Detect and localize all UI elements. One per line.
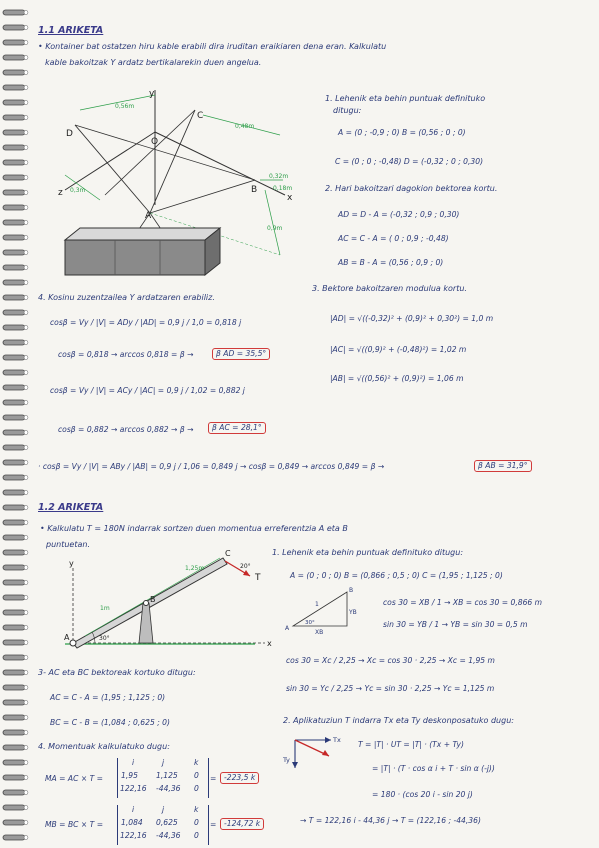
label-ty: Ty: [283, 756, 290, 764]
sin30-b: sin 30 = YB / 1 → YB = sin 30 = 0,5 m: [383, 620, 528, 629]
angle-label-20: 20°: [240, 563, 251, 570]
binding-hole: [24, 491, 28, 495]
label-t: T: [255, 573, 261, 583]
binding-hole: [24, 266, 28, 270]
spiral-coil: [3, 790, 25, 795]
spiral-coil: [3, 445, 25, 450]
matrix-cell: 0: [194, 784, 199, 793]
tri-label-hyp: 1: [315, 601, 319, 608]
ma-matrix: [117, 758, 209, 798]
binding-hole: [24, 146, 28, 150]
binding-hole: [24, 446, 28, 450]
binding-hole: [24, 296, 28, 300]
t-line4: → T = 122,16 i - 44,36 j → T = (122,16 ; -44,36): [300, 816, 481, 825]
binding-hole: [24, 131, 28, 135]
binding-hole: [24, 461, 28, 465]
dim-label: 0,9m: [267, 225, 283, 232]
step2-title: 2. Hari bakoitzari dagokion bektorea kortu.: [325, 184, 498, 193]
modulus-ac: |AC| = √((0,9)² + (-0,48)²) = 1,02 m: [330, 345, 467, 354]
label-x: x: [267, 639, 272, 648]
binding-hole: [24, 41, 28, 45]
tri-label-angle: 30°: [305, 620, 315, 626]
binding-hole: [24, 506, 28, 510]
tri-label-yb: YB: [349, 609, 357, 616]
spiral-coil: [3, 355, 25, 360]
boom-diagram: [55, 548, 275, 658]
s2-vector-bc: BC = C - B = (1,084 ; 0,625 ; 0): [50, 718, 170, 727]
ma-label: MA = AC × T =: [45, 774, 104, 783]
label-b: B: [150, 595, 156, 604]
section2-intro-line2: puntuetan.: [46, 540, 90, 549]
binding-hole: [24, 641, 28, 645]
spiral-coil: [3, 490, 25, 495]
cx-line: [105, 110, 195, 195]
binding-hole: [24, 176, 28, 180]
binding-hole: [24, 686, 28, 690]
matrix-cell: j: [162, 805, 165, 814]
spiral-coil: [3, 595, 25, 600]
label-c: C: [225, 549, 231, 558]
s2-step4-title: 4. Momentuak kalkulatuko dugu:: [38, 742, 170, 751]
binding-hole: [24, 776, 28, 780]
cos30-c: cos 30 = Xc / 2,25 → Xc = cos 30 · 2,25 → Xc = 1,95 m: [286, 656, 495, 665]
section1-title: 1.1 ARIKETA: [38, 25, 104, 36]
force-decomposition-diagram: [283, 732, 345, 776]
s2-points: A = (0 ; 0 ; 0) B = (0,866 ; 0,5 ; 0) C = (1,95 ; 1,125 ; 0): [290, 571, 503, 580]
label-x: x: [287, 193, 293, 203]
binding-hole: [24, 416, 28, 420]
binding-hole: [24, 371, 28, 375]
binding-hole: [24, 161, 28, 165]
cos-ac: cosβ = Vy / |V| = ACy / |AC| = 0,9 j / 1,02 = 0,882 j: [50, 386, 245, 395]
binding-hole: [24, 821, 28, 825]
spiral-coil: [3, 385, 25, 390]
binding-hole: [24, 566, 28, 570]
binding-hole: [24, 581, 28, 585]
spiral-coil: [3, 670, 25, 675]
spiral-coil: [3, 175, 25, 180]
binding-hole: [24, 476, 28, 480]
dim-label: 0,18m: [273, 185, 293, 192]
spiral-coil: [3, 760, 25, 765]
dim-label: 0,32m: [269, 173, 289, 180]
matrix-cell: 1,95: [121, 771, 138, 780]
binding-hole: [24, 236, 28, 240]
label-o: O: [151, 137, 159, 147]
step1-title: 1. Lehenik eta behin puntuak definituko: [325, 94, 486, 103]
matrix-cell: 0,625: [156, 818, 178, 827]
spiral-coil: [3, 235, 25, 240]
binding-hole: [24, 116, 28, 120]
length-label-2: 1,25m: [185, 565, 205, 572]
pin-a: [70, 640, 76, 646]
matrix-cell: k: [194, 805, 199, 814]
cable-ad: [75, 125, 150, 213]
step3-title: 3. Bektore bakoitzaren modulua kortu.: [312, 284, 467, 293]
spiral-coil: [3, 280, 25, 285]
spiral-coil: [3, 250, 25, 255]
beta-ab-result: β AB = 31,9°: [474, 460, 532, 472]
modulus-ad: |AD| = √((-0,32)² + (0,9)² + 0,30²) = 1,0 m: [330, 314, 494, 323]
s2-step3-title: 3- AC eta BC bektoreak kortuko ditugu:: [38, 668, 196, 677]
binding-hole: [24, 746, 28, 750]
spiral-coil: [3, 715, 25, 720]
matrix-cell: 1,125: [156, 771, 178, 780]
mb-matrix: [117, 805, 209, 845]
spiral-coil: [3, 325, 25, 330]
triangle-diagram: [285, 586, 365, 636]
matrix-cell: 0: [194, 771, 199, 780]
spiral-coil: [3, 610, 25, 615]
binding-hole: [24, 806, 28, 810]
t-line3: = 180 · (cos 20 i - sin 20 j): [372, 790, 473, 799]
section1-intro-line1: • Kontainer bat ostatzen hiru kable erabili dira iruditan eraikiaren dena eran. Kalkulatu: [38, 42, 387, 51]
ma-result: -223,5 k: [220, 772, 259, 784]
binding-hole: [24, 386, 28, 390]
tri-label-b: B: [349, 587, 354, 594]
binding-hole: [24, 11, 28, 15]
binding-hole: [24, 626, 28, 630]
cos-ad: cosβ = Vy / |V| = ADy / |AD| = 0,9 j / 1,0 = 0,818 j: [50, 318, 242, 327]
dim-line-3: [265, 190, 280, 255]
spiral-coil: [3, 400, 25, 405]
binding-hole: [24, 611, 28, 615]
section1-intro-line2: kable bakoitzak Y ardatz bertikalarekin duen angelua.: [45, 58, 262, 67]
dz-line: [75, 125, 255, 180]
spiral-coil: [3, 745, 25, 750]
matrix-cell: 122,16: [120, 831, 147, 840]
spiral-coil: [3, 85, 25, 90]
spiral-coil: [3, 820, 25, 825]
binding-hole: [24, 596, 28, 600]
binding-hole: [24, 71, 28, 75]
matrix-cell: -44,36: [156, 831, 181, 840]
spiral-coil: [3, 205, 25, 210]
t-line1: T = |T| · UT = |T| · (Tx + Ty): [358, 740, 464, 749]
beta-ac-result: β AC = 28,1°: [208, 422, 266, 434]
matrix-cell: 122,16: [120, 784, 147, 793]
binding-hole: [24, 56, 28, 60]
spiral-coil: [3, 70, 25, 75]
angle-label-30: 30°: [99, 635, 110, 642]
matrix-cell: -44,36: [156, 784, 181, 793]
spiral-coil: [3, 550, 25, 555]
section2-title: 1.2 ARIKETA: [38, 502, 104, 513]
spiral-coil: [3, 835, 25, 840]
binding-hole: [24, 656, 28, 660]
spiral-coil: [3, 730, 25, 735]
spiral-coil: [3, 295, 25, 300]
label-d: D: [66, 129, 73, 139]
spiral-coil: [3, 55, 25, 60]
dim-label: 0,3m: [70, 187, 86, 194]
spiral-coil: [3, 370, 25, 375]
label-y: y: [149, 89, 155, 99]
matrix-cell: 0: [194, 818, 199, 827]
spiral-coil: [3, 340, 25, 345]
binding-hole: [24, 326, 28, 330]
points-line2: C = (0 ; 0 ; -0,48) D = (-0,32 ; 0 ; 0,30): [335, 157, 484, 166]
dim-label: 0,56m: [115, 103, 135, 110]
spiral-coil: [3, 40, 25, 45]
spiral-coil: [3, 430, 25, 435]
spiral-coil: [3, 115, 25, 120]
spiral-coil: [3, 265, 25, 270]
label-b: B: [251, 185, 258, 195]
binding-hole: [24, 731, 28, 735]
spiral-coil: [3, 460, 25, 465]
spiral-coil: [3, 10, 25, 15]
spiral-coil: [3, 310, 25, 315]
matrix-cell: 0: [194, 831, 199, 840]
cos30-b: cos 30 = XB / 1 → XB = cos 30 = 0,866 m: [383, 598, 543, 607]
binding-hole: [24, 191, 28, 195]
binding-hole: [24, 206, 28, 210]
spiral-coil: [3, 505, 25, 510]
binding-hole: [24, 101, 28, 105]
label-c: C: [197, 111, 204, 121]
matrix-cell: i: [132, 805, 135, 814]
spiral-coil: [3, 580, 25, 585]
tri-label-xb: XB: [315, 629, 324, 636]
spiral-binding: [0, 0, 32, 848]
spiral-coil: [3, 220, 25, 225]
binding-hole: [24, 86, 28, 90]
x-axis: [155, 132, 285, 195]
binding-hole: [24, 836, 28, 840]
binding-hole: [24, 761, 28, 765]
mb-equals: =: [210, 820, 217, 829]
s2-vector-ac: AC = C - A = (1,95 ; 1,125 ; 0): [50, 693, 166, 702]
binding-hole: [24, 221, 28, 225]
label-tx: Tx: [333, 736, 341, 744]
binding-hole: [24, 701, 28, 705]
cable-ac: [150, 110, 195, 213]
sin30-c: sin 30 = Yc / 2,25 → Yc = sin 30 · 2,25 → Yc = 1,125 m: [286, 684, 495, 693]
binding-hole: [24, 521, 28, 525]
matrix-cell: i: [132, 758, 135, 767]
cos-ab-line: · cosβ = Vy / |V| = ABy / |AB| = 0,9 j / 1,06 = 0,849 j → cosβ = 0,849 → arccos 0,849 = β →: [38, 462, 385, 471]
spiral-coil: [3, 640, 25, 645]
binding-hole: [24, 671, 28, 675]
cos-ac-result: cosβ = 0,882 → arccos 0,882 → β →: [58, 425, 194, 434]
cable-ab: [150, 180, 258, 213]
binding-hole: [24, 356, 28, 360]
binding-hole: [24, 341, 28, 345]
matrix-cell: 1,084: [121, 818, 143, 827]
length-label-1: 1m: [100, 605, 110, 612]
spiral-coil: [3, 475, 25, 480]
vector-ab: AB = B - A = (0,56 ; 0,9 ; 0): [338, 258, 444, 267]
spiral-coil: [3, 160, 25, 165]
binding-hole: [24, 791, 28, 795]
spiral-coil: [3, 565, 25, 570]
ma-equals: =: [210, 774, 217, 783]
spiral-coil: [3, 145, 25, 150]
spiral-coil: [3, 520, 25, 525]
spiral-coil: [3, 415, 25, 420]
spiral-coil: [3, 655, 25, 660]
vector-ad: AD = D - A = (-0,32 ; 0,9 ; 0,30): [338, 210, 460, 219]
spiral-coil: [3, 625, 25, 630]
mb-result: -124,72 k: [220, 818, 264, 830]
s2-step1-title: 1. Lehenik eta behin puntuak definituko ditugu:: [272, 548, 464, 557]
binding-hole: [24, 716, 28, 720]
t-line2: = |T| · (T · cos α i + T · sin α (-j)): [372, 764, 495, 773]
container-box: [65, 228, 220, 275]
spiral-coil: [3, 775, 25, 780]
label-y: y: [69, 559, 74, 568]
matrix-cell: k: [194, 758, 199, 767]
binding-hole: [24, 536, 28, 540]
spiral-coil: [3, 130, 25, 135]
s2-step2-title: 2. Aplikatuziun T indarra Tx eta Ty deskonposatuko dugu:: [283, 716, 514, 725]
label-a: A: [64, 633, 70, 642]
label-a: A: [145, 211, 152, 221]
spiral-coil: [3, 190, 25, 195]
modulus-ab: |AB| = √((0,56)² + (0,9)²) = 1,06 m: [330, 374, 464, 383]
points-line1: A = (0 ; -0,9 ; 0) B = (0,56 ; 0 ; 0): [338, 128, 466, 137]
mb-label: MB = BC × T =: [45, 820, 104, 829]
container-diagram: [55, 80, 305, 280]
vector-ac: AC = C - A = ( 0 ; 0,9 ; -0,48): [338, 234, 449, 243]
step1-title-cont: ditugu:: [333, 106, 362, 115]
binding-hole: [24, 431, 28, 435]
section2-intro-line1: • Kalkulatu T = 180N indarrak sortzen duen momentua erreferentzia A eta B: [40, 524, 348, 533]
spiral-coil: [3, 535, 25, 540]
spiral-coil: [3, 700, 25, 705]
dim-label: 0,48m: [235, 123, 255, 130]
cos-ad-result: cosβ = 0,818 → arccos 0,818 = β →: [58, 350, 194, 359]
tri-label-a: A: [285, 625, 290, 632]
step4-title: 4. Kosinu zuzentzailea Y ardatzaren erabiliz.: [38, 293, 215, 302]
label-z: z: [58, 188, 63, 198]
spiral-coil: [3, 100, 25, 105]
pin-b: [144, 601, 149, 606]
binding-hole: [24, 26, 28, 30]
spiral-coil: [3, 805, 25, 810]
binding-hole: [24, 401, 28, 405]
binding-hole: [24, 311, 28, 315]
binding-hole: [24, 281, 28, 285]
matrix-cell: j: [162, 758, 165, 767]
spiral-coil: [3, 25, 25, 30]
binding-hole: [24, 551, 28, 555]
beta-ad-result: β AD = 35,5°: [212, 348, 270, 360]
spiral-coil: [3, 685, 25, 690]
binding-hole: [24, 251, 28, 255]
